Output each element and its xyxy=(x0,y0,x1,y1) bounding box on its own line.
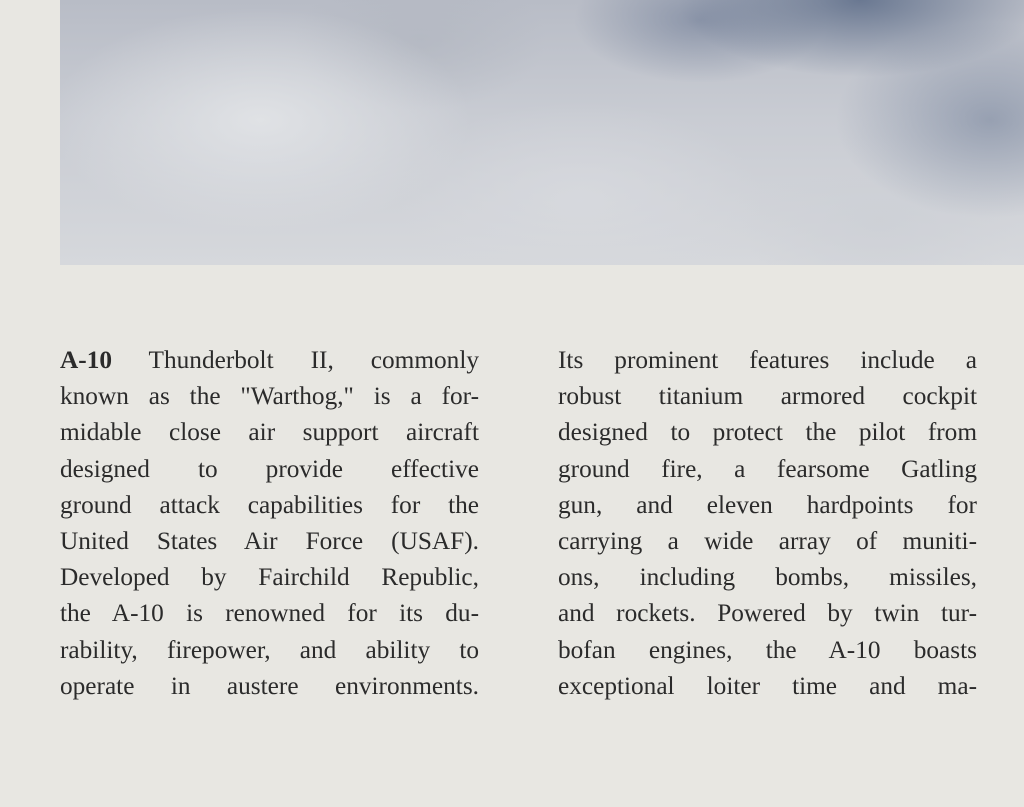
text-line: gun, and eleven hardpoints for xyxy=(558,490,977,519)
text-line: and rockets. Powered by twin tur- xyxy=(558,599,977,628)
text-line: United States Air Force (USAF). xyxy=(60,527,479,556)
text-line: carrying a wide array of muniti- xyxy=(558,527,977,556)
article-column-left xyxy=(60,342,479,704)
text-line: ground fire, a fearsome Gatling xyxy=(558,454,977,483)
lead-term: A-10 xyxy=(60,346,112,374)
text-line: midable close air support aircraft xyxy=(60,418,479,447)
text-line: Developed by Fairchild Republic, xyxy=(60,563,479,592)
first-line-rest: Thunderbolt II, commonly xyxy=(112,346,479,374)
text-line: ground attack capabilities for the xyxy=(60,490,479,519)
text-line: rability, firepower, and ability to xyxy=(60,635,479,664)
text-line: known as the "Warthog," is a for- xyxy=(60,382,479,411)
text-line: the A-10 is renowned for its du- xyxy=(60,599,479,628)
text-line: designed to protect the pilot from xyxy=(558,418,977,447)
text-line: robust titanium armored cockpit xyxy=(558,382,977,411)
sky-clouds-photo xyxy=(60,0,1024,265)
text-line xyxy=(60,342,479,378)
text-line: Its prominent features include a xyxy=(558,346,977,374)
text-line: operate in austere environments. xyxy=(60,671,479,700)
text-line: ons, including bombs, missiles, xyxy=(558,563,977,592)
text-line: bofan engines, the A-10 boasts xyxy=(558,635,977,664)
article-column-right xyxy=(558,342,977,704)
text-line: designed to provide effective xyxy=(60,454,479,483)
text-line: exceptional loiter time and ma- xyxy=(558,671,977,700)
